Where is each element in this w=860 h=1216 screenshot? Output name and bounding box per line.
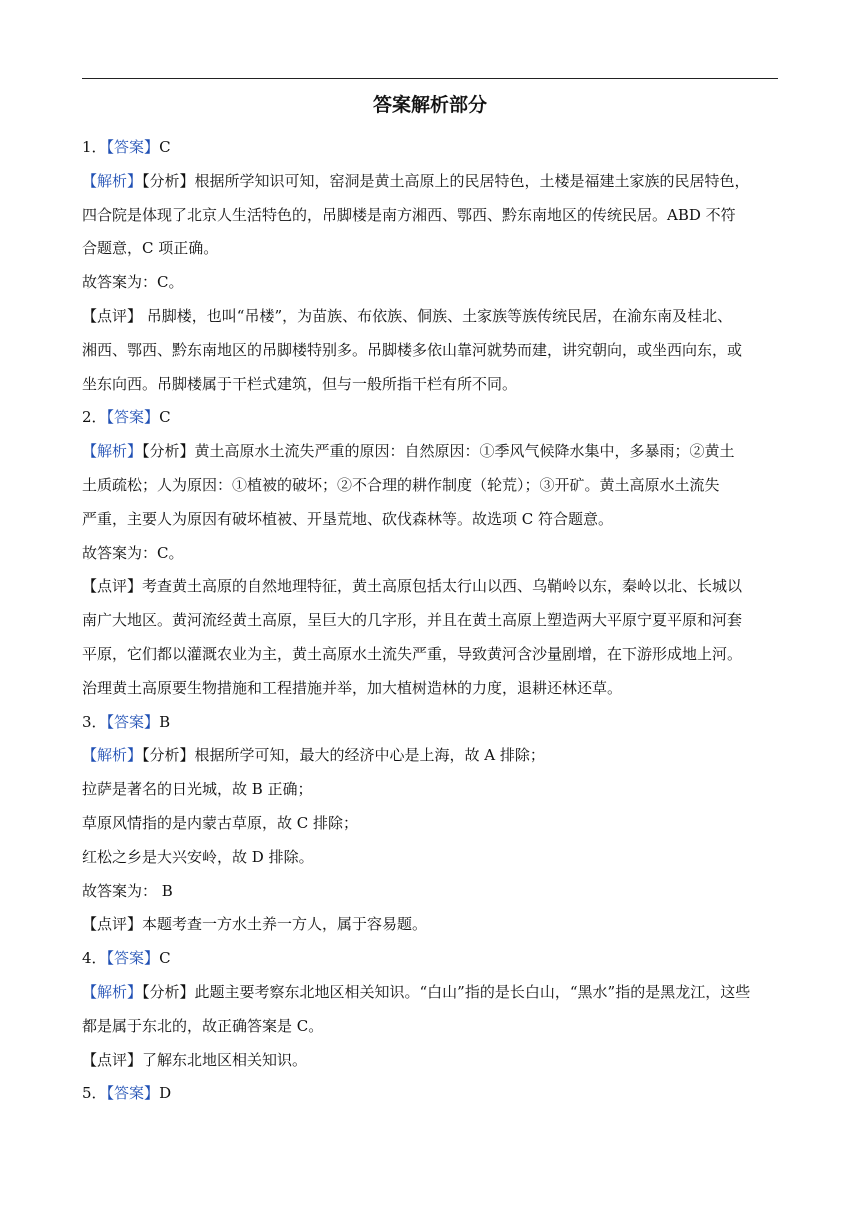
analysis-line: 土质疏松；人为原因：①植被的破坏；②不合理的耕作制度（轮荒）；③开矿。黄土高原水土流失 [82,475,720,494]
comment-line: 南广大地区。黄河流经黄土高原，呈巨大的几字形，并且在黄土高原上塑造两大平原宁夏平原和河套 [82,611,743,630]
analysis-line: 合题意，C 项正确。 [82,239,219,258]
answer-line-2 [82,401,778,435]
answer-line-4 [82,942,778,976]
answer-value: C [159,949,171,968]
answer-value: C [159,138,171,156]
question-number: 4． [82,949,107,968]
analysis-line: 都是属于东北的，故正确答案是 C。 [82,1016,324,1035]
analysis-line [82,165,778,199]
question-number: 3． [82,712,107,731]
analysis-text: 【分析】根据所学知识可知，窑洞是黄土高原上的民居特色，土楼是福建土家族的民居特色， [142,171,750,190]
comment-line: 坐东向西。吊脚楼属于干栏式建筑，但与一般所指干栏有所不同。 [82,374,518,393]
analysis-line: 草原风情指的是内蒙古草原，故 C 排除； [82,813,359,832]
answer-value: B [159,712,171,731]
answer-line-1 [82,131,778,165]
comment-line: 湘西、鄂西、黔东南地区的吊脚楼特别多。吊脚楼多依山靠河就势而建，讲究朝向，或坐西向东，或 [82,340,743,359]
question-number: 1． [82,138,107,156]
analysis-line: 四合院是体现了北京人生活特色的，吊脚楼是南方湘西、鄂西、黔东南地区的传统民居。ABD 不符 [82,205,736,224]
analysis-tag: 【解析】 [82,442,143,461]
answer-tag: 【答案】 [106,1084,160,1103]
comment-line: 【点评】考查黄土高原的自然地理特征，黄土高原包括太行山以西、乌鞘岭以东，秦岭以北、长城以 [82,577,743,596]
page-title: 答案解析部分 [372,94,487,116]
answer-tag: 【答案】 [106,949,160,968]
analysis-tag: 【解析】 [82,746,143,765]
conclusion-line: 故答案为： B [82,881,173,900]
header-rule [82,78,778,79]
answer-content [82,131,778,1111]
analysis-line [82,739,778,773]
comment-line: 【点评】本题考查一方水土养一方人，属于容易题。 [82,915,428,934]
comment-line: 【点评】了解东北地区相关知识。 [82,1050,308,1069]
analysis-tag: 【解析】 [82,982,143,1001]
analysis-line: 红松之乡是大兴安岭，故 D 排除。 [82,847,314,866]
analysis-line: 拉萨是著名的日光城，故 B 正确； [82,780,313,799]
comment-line: 【点评】 吊脚楼，也叫“吊楼”，为苗族、布依族、侗族、土家族等族传统民居，在渝东南及桂北、 [82,306,733,325]
conclusion-line: 故答案为：C。 [82,273,184,292]
analysis-text: 【分析】根据所学可知，最大的经济中心是上海，故 A 排除； [142,746,545,765]
question-number: 5． [82,1084,107,1103]
analysis-tag: 【解析】 [82,171,143,190]
analysis-line [82,435,778,469]
answer-tag: 【答案】 [106,138,160,156]
answer-value: C [159,408,171,427]
answer-value: D [159,1084,172,1103]
analysis-line [82,976,778,1010]
answer-tag: 【答案】 [106,712,160,731]
answer-line-5 [82,1077,778,1111]
comment-line: 治理黄土高原要生物措施和工程措施并举，加大植树造林的力度，退耕还林还草。 [82,678,623,697]
analysis-text: 【分析】此题主要考察东北地区相关知识。“白山”指的是长白山，“黑水”指的是黑龙江，这些 [142,982,751,1001]
conclusion-line: 故答案为：C。 [82,543,184,562]
analysis-text: 【分析】黄土高原水土流失严重的原因：自然原因：①季风气候降水集中，多暴雨；②黄土 [142,442,735,461]
question-number: 2． [82,408,107,427]
analysis-line: 严重，主要人为原因有破坏植被、开垦荒地、砍伐森林等。故选项 C 符合题意。 [82,509,614,528]
answer-line-3 [82,706,778,740]
answer-tag: 【答案】 [106,408,160,427]
comment-line: 平原，它们都以灌溉农业为主，黄土高原水土流失严重，导致黄河含沙量剧增，在下游形成地上河。 [82,644,743,663]
